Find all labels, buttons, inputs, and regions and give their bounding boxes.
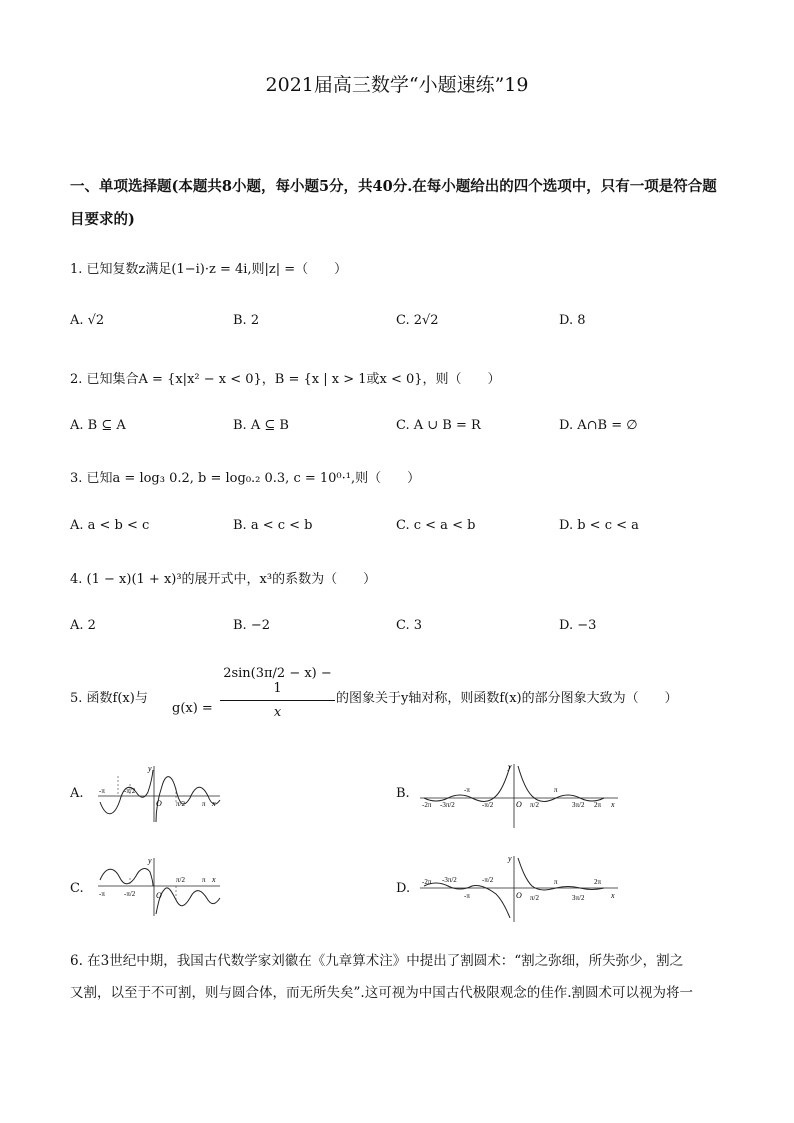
question-6-line-2: 又割，以至于不可割，则与圆合体，而无所失矣”.这可视为中国古代极限观念的佳作.割圆术可以视为将一	[70, 985, 693, 1001]
question-2-option-c: C. A ∪ B = R	[396, 418, 481, 433]
graph-d-tick-pi: π	[554, 878, 558, 886]
question-5-stem-suffix: 的图象关于y轴对称，则函数f(x)的部分图象大致为（ ）	[336, 691, 678, 706]
question-1-option-a: A. √2	[70, 313, 105, 328]
section-heading: 一、单项选择题(本题共8小题，每小题5分，共40分.在每小题给出的四个选项中，只有一项是符合题目要求的)	[70, 178, 717, 228]
question-3-option-d: D. b < c < a	[559, 518, 639, 533]
graph-a-origin: O	[156, 799, 162, 808]
question-2-option-b: B. A ⊆ B	[233, 418, 289, 433]
graph-b-tick-neg-2pi: -2π	[422, 801, 432, 809]
question-4-stem: 4. (1 − x)(1 + x)³的展开式中，x³的系数为（ ）	[70, 572, 377, 587]
question-1-stem: 1. 已知复数z满足(1−i)·z = 4i,则|z| =（ ）	[70, 262, 348, 277]
graph-a-tick-neg-pi: -π	[99, 787, 105, 795]
question-5-numerator: 2sin(3π/2 − x) − 1	[220, 666, 335, 701]
graph-d-tick-neg-3-half-pi: -3π/2	[442, 876, 457, 884]
question-5-option-d: D.	[396, 881, 411, 896]
graph-b-tick-pi: π	[554, 786, 558, 794]
graph-d-tick-neg-half-pi: -π/2	[482, 876, 494, 884]
graph-d-origin: O	[516, 891, 522, 900]
question-5-option-a: A.	[70, 786, 84, 801]
question-4-option-a: A. 2	[70, 618, 96, 633]
graph-a-x-label: x	[212, 799, 216, 808]
graph-b-tick-neg-pi: -π	[464, 786, 470, 794]
graph-b-tick-half-pi: π/2	[530, 801, 539, 809]
graph-c-tick-pi: π	[202, 876, 206, 884]
graph-b-tick-neg-3-half-pi: -3π/2	[440, 801, 455, 809]
graph-d-x-label: x	[611, 891, 615, 900]
graph-d-tick-3-half-pi: 3π/2	[572, 894, 585, 902]
graph-c-tick-neg-pi: -π	[99, 890, 105, 898]
graph-d-tick-half-pi: π/2	[530, 894, 539, 902]
question-2-option-d: D. A∩B = ∅	[559, 418, 638, 433]
graph-b-tick-2pi: 2π	[594, 801, 602, 809]
graph-b	[418, 760, 624, 830]
question-5-denominator: x	[273, 705, 282, 720]
graph-b-origin: O	[516, 800, 522, 809]
question-5-option-b: B.	[396, 786, 410, 801]
graph-d-tick-neg-pi: -π	[464, 892, 470, 900]
question-5-g-label: g(x) =	[172, 701, 213, 716]
graph-d-tick-2pi: 2π	[594, 878, 602, 886]
graph-d	[418, 852, 624, 924]
question-6-line-1: 6. 在3世纪中期，我国古代数学家刘徽在《九章算术注》中提出了割圆术：“割之弥细，所失弥少，割之	[70, 953, 684, 969]
graph-a-tick-neg-half-pi: -π/2	[124, 787, 136, 795]
question-1-option-d: D. 8	[559, 313, 586, 328]
graph-d-y-label: y	[508, 854, 512, 863]
question-4-option-d: D. −3	[559, 618, 597, 633]
page-title: 2021届高三数学“小题速练”19	[265, 74, 529, 96]
graph-a-tick-half-pi: π/2	[176, 800, 185, 808]
question-4-option-b: B. −2	[233, 618, 270, 633]
graph-c-origin: O	[156, 891, 162, 900]
graph-b-tick-neg-half-pi: -π/2	[482, 801, 494, 809]
question-3-stem: 3. 已知a = log₃ 0.2, b = log₀.₂ 0.3, c = 10⁰·¹,则（ ）	[70, 471, 421, 486]
question-2-option-a: A. B ⊆ A	[70, 418, 126, 433]
question-5-option-c: C.	[70, 881, 84, 896]
question-1-option-b: B. 2	[233, 313, 260, 328]
question-3-option-c: C. c < a < b	[396, 518, 476, 533]
question-5-stem-prefix: 5. 函数f(x)与	[70, 691, 148, 706]
question-4-option-c: C. 3	[396, 618, 423, 633]
graph-c-y-label: y	[148, 856, 152, 865]
question-5-fraction	[220, 666, 335, 720]
question-3-option-b: B. a < c < b	[233, 518, 313, 533]
graph-b-y-label: y	[508, 762, 512, 771]
graph-c-tick-neg-half-pi: -π/2	[124, 890, 136, 898]
graph-b-x-label: x	[611, 800, 615, 809]
graph-a	[96, 762, 226, 824]
graph-a-y-label: y	[148, 764, 152, 773]
graph-c-tick-half-pi: π/2	[176, 876, 185, 884]
graph-c	[96, 854, 226, 918]
question-1-option-c: C. 2√2	[396, 313, 439, 328]
graph-d-tick-neg-2pi: -2π	[422, 878, 432, 886]
graph-c-x-label: x	[212, 875, 216, 884]
graph-a-tick-pi: π	[202, 800, 206, 808]
question-2-stem: 2. 已知集合A = {x|x² − x < 0}，B = {x | x > 1或x < 0}，则（ ）	[70, 372, 501, 387]
question-3-option-a: A. a < b < c	[70, 518, 150, 533]
graph-b-tick-3-half-pi: 3π/2	[572, 801, 585, 809]
